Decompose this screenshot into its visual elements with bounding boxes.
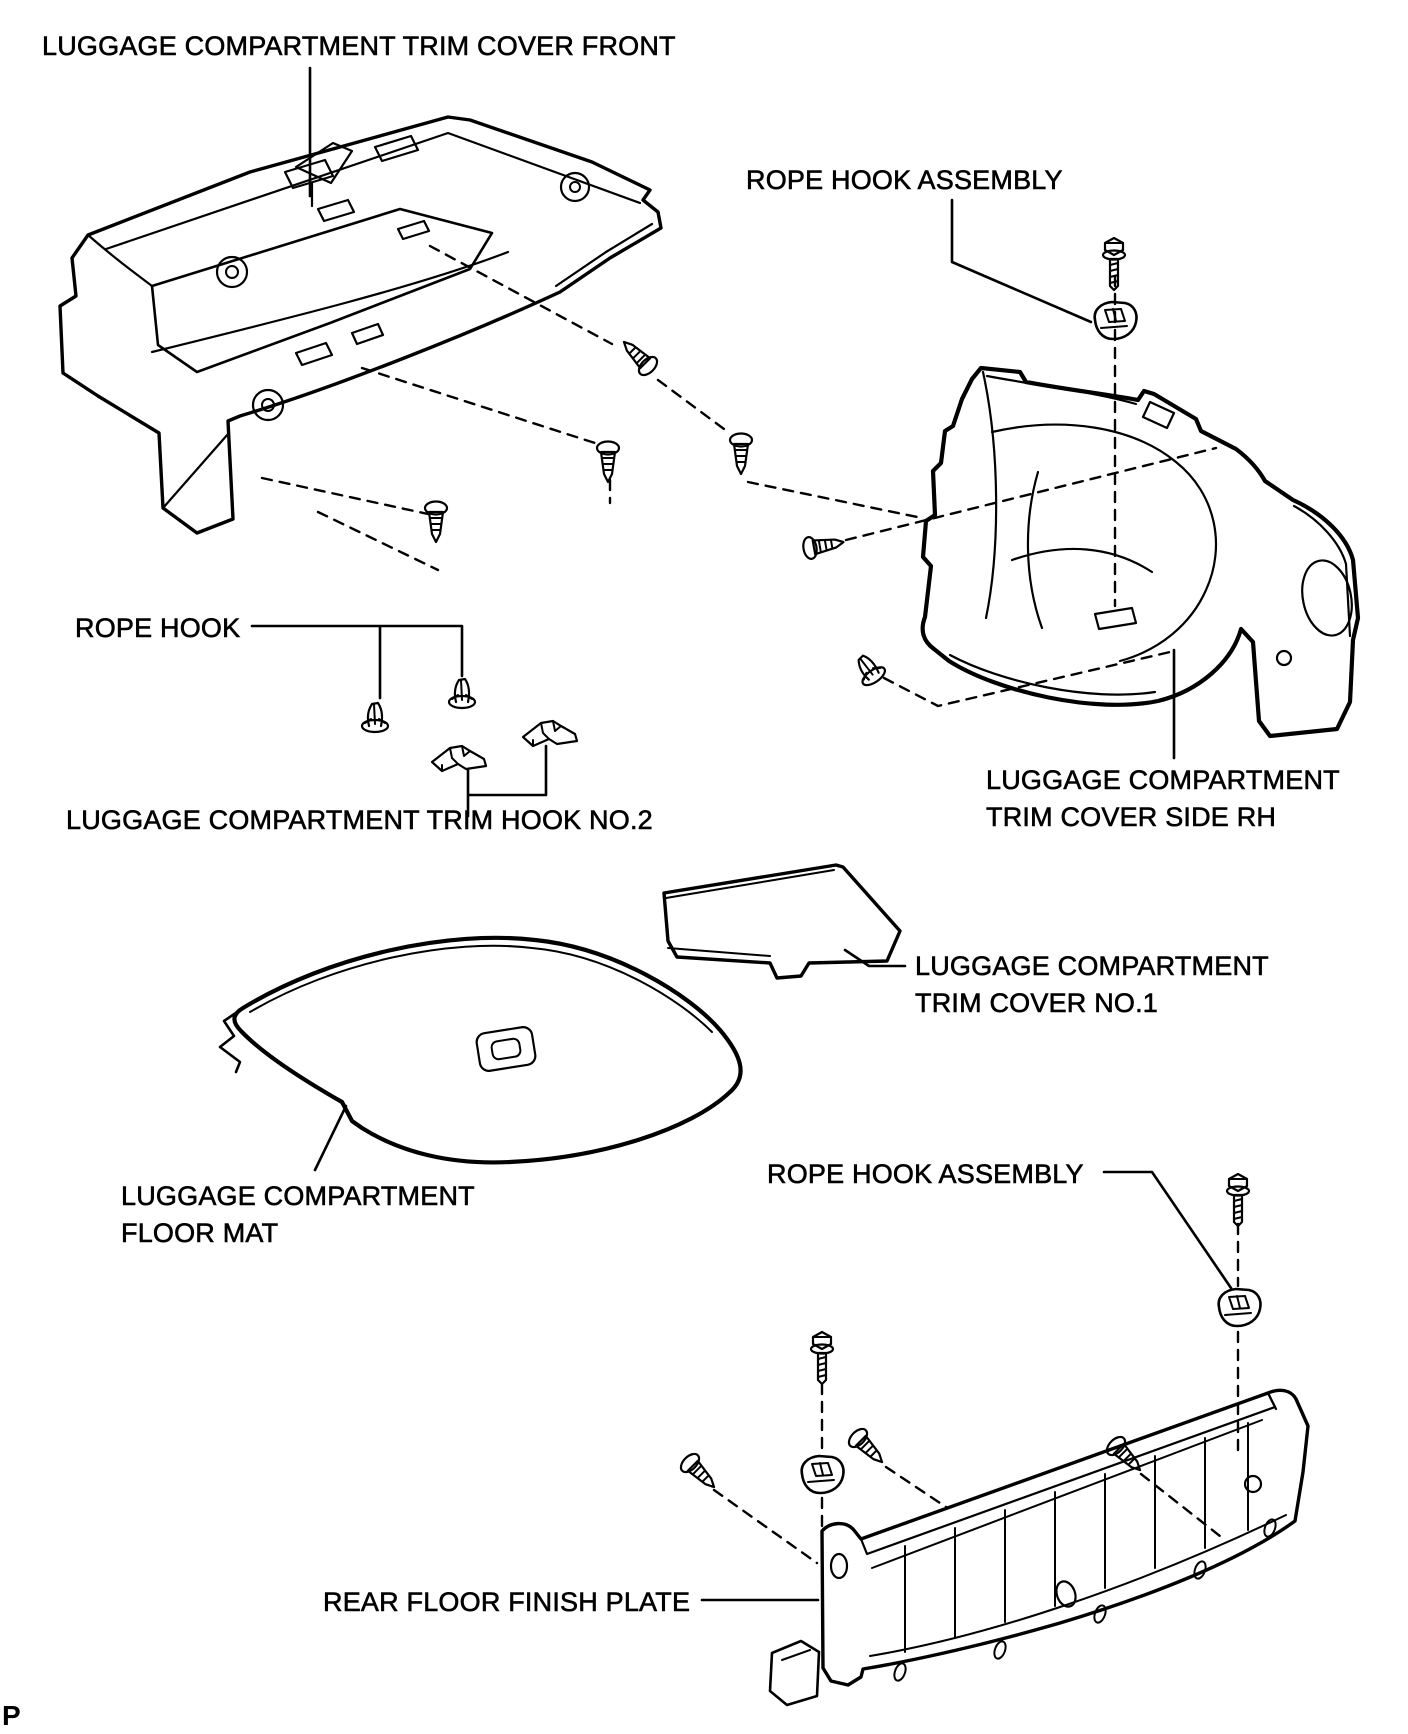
label-rope-hook-assembly-bottom: ROPE HOOK ASSEMBLY <box>767 1159 1084 1189</box>
trim-cover-side-rh-drawing <box>923 368 1359 736</box>
trim-cover-no1-drawing <box>664 865 900 978</box>
floor-mat-drawing <box>220 938 741 1163</box>
label-rear-floor-finish-plate: REAR FLOOR FINISH PLATE <box>323 1587 691 1617</box>
label-rope-hook-assembly-top: ROPE HOOK ASSEMBLY <box>746 165 1063 195</box>
label-trim-cover-no1 <box>915 948 1269 1022</box>
screw-drawing <box>425 334 1148 1495</box>
label-trim-cover-no1-line2: TRIM COVER NO.1 <box>915 988 1159 1018</box>
label-floor-mat-line1: LUGGAGE COMPARTMENT <box>121 1181 475 1211</box>
label-rope-hook: ROPE HOOK <box>75 613 241 643</box>
trim-hook-no2-drawing <box>432 721 577 771</box>
label-trim-hook-no2: LUGGAGE COMPARTMENT TRIM HOOK NO.2 <box>66 805 653 835</box>
label-trim-cover-side-rh <box>986 762 1340 836</box>
label-trim-cover-front: LUGGAGE COMPARTMENT TRIM COVER FRONT <box>42 31 676 61</box>
rope-hook-clip-drawing <box>362 650 888 732</box>
trim-cover-front-drawing <box>60 117 661 533</box>
page-marker: P <box>2 1700 21 1731</box>
label-floor-mat <box>121 1178 475 1252</box>
label-trim-cover-no1-line1: LUGGAGE COMPARTMENT <box>915 951 1269 981</box>
label-trim-cover-side-rh-line2: TRIM COVER SIDE RH <box>986 802 1277 832</box>
label-floor-mat-line2: FLOOR MAT <box>121 1218 279 1248</box>
label-trim-cover-side-rh-line1: LUGGAGE COMPARTMENT <box>986 765 1340 795</box>
